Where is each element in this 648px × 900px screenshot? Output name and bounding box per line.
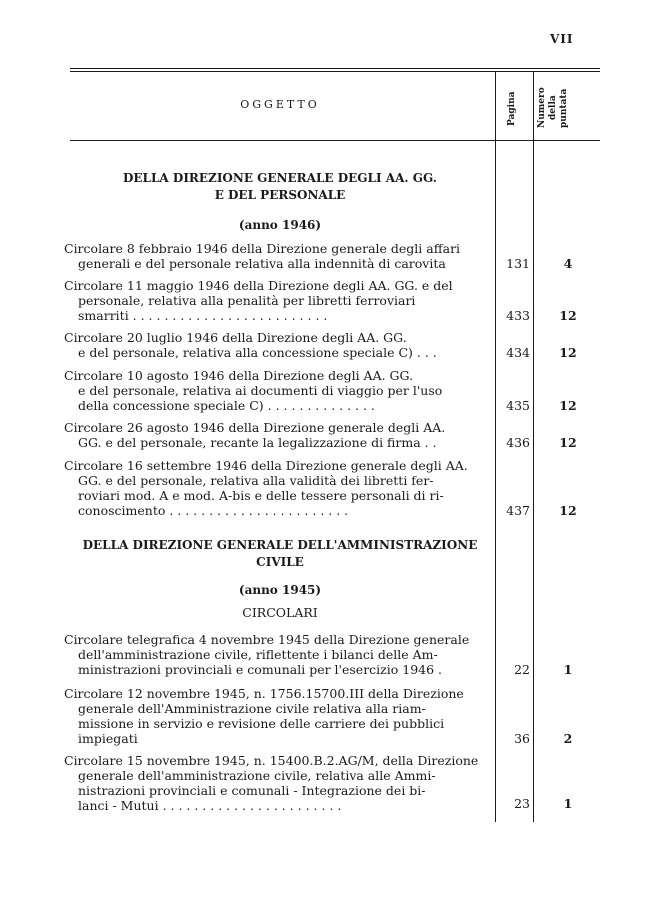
list-item: Circolare 20 luglio 1946 della Direzione degli AA. GG. e del personale, relativa alla concessione speciale C) . . . (64, 330, 437, 360)
section-title-line: DELLA DIREZIONE GENERALE DEGLI AA. GG. (123, 171, 437, 185)
column-divider-2 (533, 72, 534, 822)
page-ref: 22 (514, 662, 530, 677)
list-item: Circolare 15 novembre 1945, n. 15400.B.2.AG/M, della Direzione generale dell'amministrazione civile, relativa alle Ammi- nistrazioni provinciali e comunali - Integrazione dei bi- lanci - Mutui . . . . . . . . . . . . . . . . . . . . . . . (64, 753, 479, 813)
page-ref: 436 (506, 435, 530, 450)
page-ref: 36 (514, 731, 530, 746)
issue-ref: 2 (563, 731, 573, 746)
list-item: Circolare 11 maggio 1946 della Direzione degli AA. GG. e del personale, relativa alla penalità per libretti ferroviari smarriti . . . . . . . . . . . . . . . . . . . . . . . . . (64, 278, 453, 323)
list-item: Circolare 8 febbraio 1946 della Direzione generale degli affari generali e del personale relativa alla indennità di carovita (64, 241, 461, 271)
section-subtitle: CIRCOLARI (242, 605, 318, 620)
page-ref: 434 (506, 345, 530, 360)
page-ref: 437 (506, 503, 530, 518)
page-number: VII (550, 32, 574, 46)
column-header-numero: Numero (537, 87, 547, 129)
section-year: (anno 1945) (238, 583, 322, 597)
header-rule (70, 140, 600, 141)
issue-ref: 1 (563, 796, 573, 811)
page-ref: 23 (514, 796, 530, 811)
column-header-della: della (548, 95, 558, 121)
list-item: Circolare telegrafica 4 novembre 1945 della Direzione generale dell'amministrazione civile, riflettente i bilanci delle Am- ministrazioni provinciali e comunali per l'esercizio 1946 . (64, 632, 470, 677)
section-title-line: E DEL PERSONALE (214, 188, 346, 202)
list-item: Circolare 26 agosto 1946 della Direzione generale degli AA. GG. e del personale, recante la legalizzazione di firma . . (64, 420, 446, 450)
issue-ref: 12 (559, 345, 577, 360)
column-header-pagina: Pagina (507, 91, 517, 127)
page-ref: 131 (506, 256, 530, 271)
top-rule (70, 68, 600, 69)
issue-ref: 1 (563, 662, 573, 677)
section-year: (anno 1946) (238, 218, 322, 232)
issue-ref: 12 (559, 435, 577, 450)
issue-ref: 4 (563, 256, 573, 271)
list-item: Circolare 10 agosto 1946 della Direzione degli AA. GG. e del personale, relativa ai documenti di viaggio per l'uso della concessione speciale C) . . . . . . . . . . . . . . (64, 368, 443, 413)
issue-ref: 12 (559, 398, 577, 413)
issue-ref: 12 (559, 503, 577, 518)
section-title-line: CIVILE (256, 555, 304, 569)
list-item: Circolare 12 novembre 1945, n. 1756.15700.III della Direzione generale dell'Amministrazione civile relativa alla riam- missione in servizio e revisione delle carriere dei pubblici impiegati (64, 686, 464, 746)
section-title (70, 170, 490, 204)
page-ref: 433 (506, 308, 530, 323)
section-title (70, 537, 490, 571)
section-title-line: DELLA DIREZIONE GENERALE DELL'AMMINISTRAZIONE (82, 538, 478, 552)
list-item: Circolare 16 settembre 1946 della Direzione generale degli AA. GG. e del personale, relativa alla validità dei libretti fer- roviari mod. A e mod. A-bis e delle tessere personali di ri- conoscimento . . . . . . . . . . . . . . . . . . . . . . . (64, 458, 468, 518)
column-header-puntata: puntata (559, 88, 569, 128)
column-header-oggetto: OGGETTO (240, 98, 320, 111)
issue-ref: 12 (559, 308, 577, 323)
top-rule-double (70, 71, 600, 72)
page-ref: 435 (506, 398, 530, 413)
